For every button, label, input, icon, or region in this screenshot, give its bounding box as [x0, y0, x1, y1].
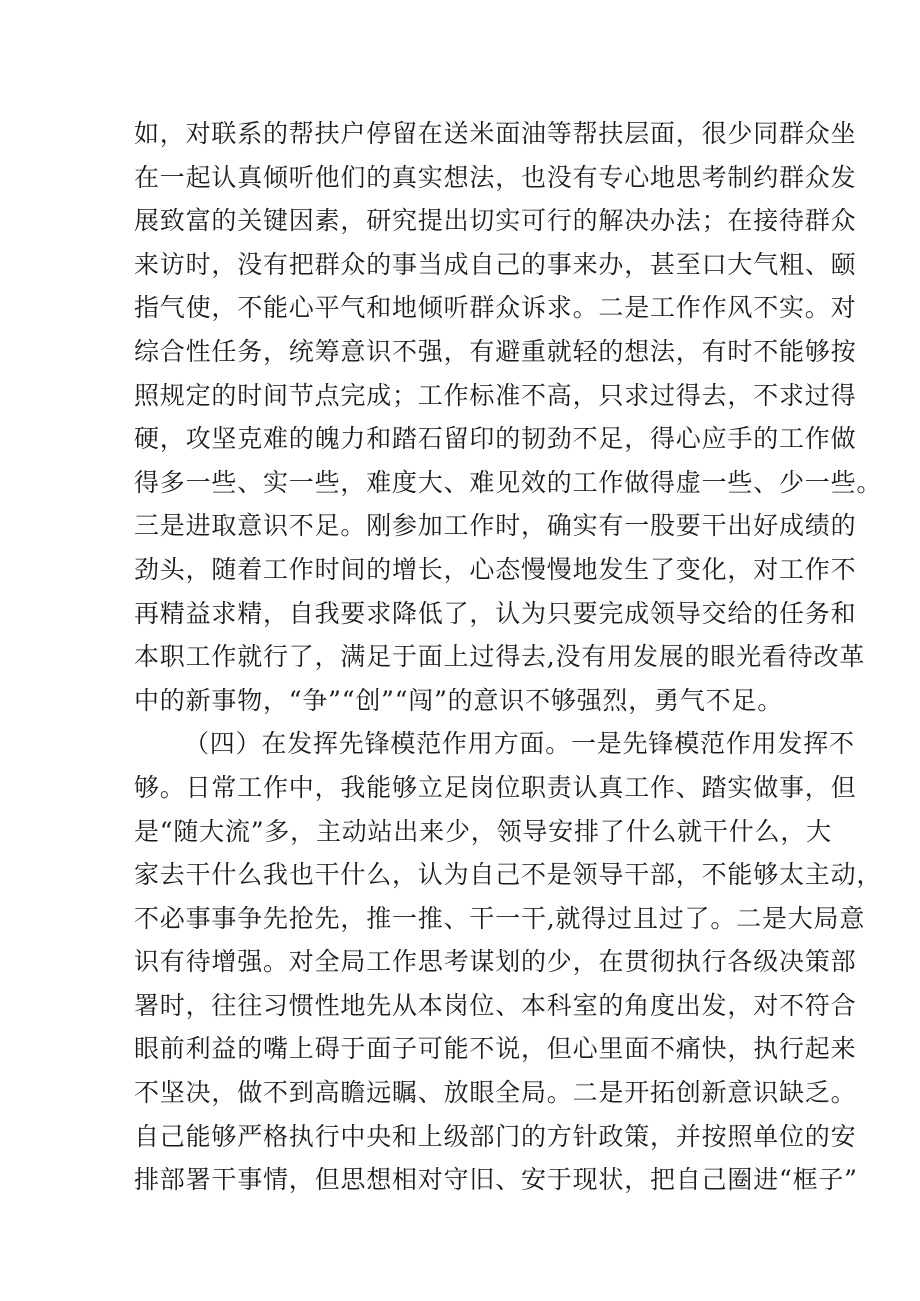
text-line-18: 家去干什么我也干什么，认为自己不是领导干部，不能够太主动， — [134, 860, 883, 890]
text-line-11: 劲头，随着工作时间的增长，心态慢慢地发生了变化，对工作不 — [134, 554, 857, 584]
text-line-12: 再精益求精，自我要求降低了，认为只要完成领导交给的任务和 — [134, 598, 857, 628]
text-line-3: 展致富的关键因素，研究提出切实可行的解决办法；在接待群众 — [134, 206, 857, 236]
text-line-23: 不坚决，做不到高瞻远瞩、放眼全局。二是开拓创新意识缺乏。 — [134, 1078, 857, 1108]
text-line-25: 排部署干事情，但思想相对守旧、安于现状，把自己圈进“框子” — [134, 1165, 858, 1195]
text-line-16: 够。日常工作中，我能够立足岗位职责认真工作、踏实做事，但 — [134, 772, 857, 802]
text-line-21: 署时，往往习惯性地先从本岗位、本科室的角度出发，对不符合 — [134, 990, 857, 1020]
text-line-17: 是“随大流”多，主动站出来少，领导安排了什么就干什么，大 — [134, 816, 832, 846]
text-line-8: 硬，攻坚克难的魄力和踏石留印的韧劲不足，得心应手的工作做 — [134, 424, 857, 454]
text-line-24: 自己能够严格执行中央和上级部门的方针政策，并按照单位的安 — [134, 1121, 857, 1151]
body-text — [134, 112, 883, 1202]
text-line-13: 本职工作就行了，满足于面上过得去,没有用发展的眼光看待改革 — [134, 642, 866, 672]
text-line-7: 照规定的时间节点完成；工作标准不高，只求过得去，不求过得 — [134, 380, 857, 410]
text-line-4: 来访时，没有把群众的事当成自己的事来办，甚至口大气粗、颐 — [134, 249, 857, 279]
text-line-1: 如，对联系的帮扶户停留在送米面油等帮扶层面，很少同群众坐 — [134, 119, 857, 148]
text-line-2: 在一起认真倾听他们的真实想法，也没有专心地思考制约群众发 — [134, 162, 857, 192]
text-line-5: 指气使，不能心平气和地倾听群众诉求。二是工作作风不实。对 — [134, 293, 857, 323]
text-line-20: 识有待增强。对全局工作思考谋划的少，在贯彻执行各级决策部 — [134, 947, 857, 977]
text-line-22: 眼前利益的嘴上碍于面子可能不说，但心里面不痛快，执行起来 — [134, 1034, 857, 1064]
text-line-19: 不必事事争先抢先，推一推、干一干,就得过且过了。二是大局意 — [134, 903, 866, 933]
text-line-14: 中的新事物，“争”“创”“闯”的意识不够强烈，勇气不足。 — [134, 685, 784, 715]
section-heading-line: （四）在发挥先锋模范作用方面。一是先锋模范作用发挥不 — [184, 729, 855, 759]
text-line-6: 综合性任务，统筹意识不强，有避重就轻的想法，有时不能够按 — [134, 336, 857, 366]
text-line-9: 得多一些、实一些，难度大、难见效的工作做得虚一些、少一些。 — [134, 467, 883, 497]
text-line-10: 三是进取意识不足。刚参加工作时，确实有一股要干出好成绩的 — [134, 511, 857, 541]
